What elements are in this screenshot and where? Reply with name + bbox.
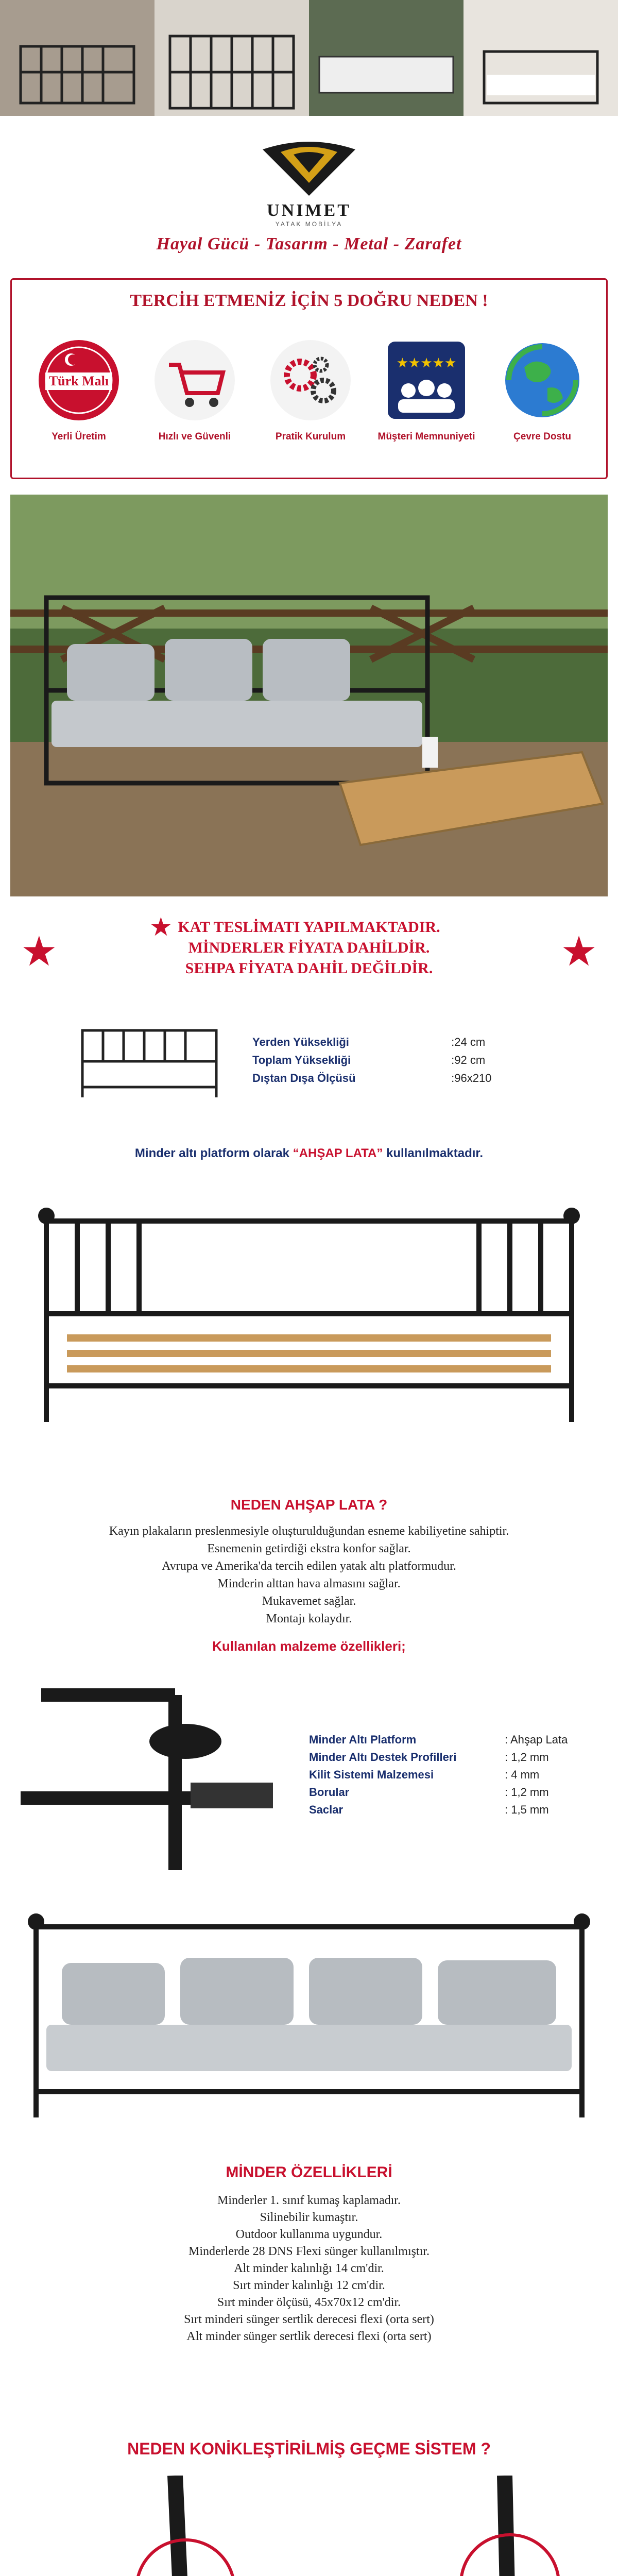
why-line: Avrupa ve Amerika'da tercih edilen yatak altı platformudur. bbox=[162, 1560, 456, 1573]
material-value: : 4 mm bbox=[505, 1768, 540, 1781]
gears-icon bbox=[267, 336, 354, 424]
turkish-made-badge-icon bbox=[35, 336, 123, 424]
material-label: Minder Altı Platform bbox=[309, 1733, 417, 1746]
product-photo bbox=[10, 495, 608, 896]
material-value: : Ahşap Lata bbox=[505, 1733, 568, 1746]
material-label: Saclar bbox=[309, 1803, 344, 1816]
spec-label: Yerden Yüksekliği bbox=[252, 1036, 349, 1048]
material-value: : 1,5 mm bbox=[505, 1803, 549, 1816]
dimension-specs bbox=[0, 1005, 618, 1123]
why-line: Mukavemet sağlar. bbox=[262, 1595, 356, 1608]
reason-item bbox=[27, 336, 130, 465]
lata-highlight: “AHŞAP LATA” bbox=[293, 1146, 383, 1160]
reason-item bbox=[491, 336, 594, 465]
frame-sketch-image bbox=[77, 1020, 221, 1103]
sofa-cushions-image bbox=[15, 1906, 603, 2123]
frame-image bbox=[15, 1180, 603, 1468]
cushion-line: Silinebilir kumaştır. bbox=[260, 2211, 358, 2224]
cushion-line: Sırt minder ölçüsü, 45x70x12 cm'dir. bbox=[217, 2296, 401, 2309]
spec-value: :92 cm bbox=[451, 1054, 486, 1066]
cushion-line: Minderlerde 28 DNS Flexi sünger kullanılmıştır. bbox=[188, 2245, 430, 2258]
materials-title: Kullanılan malzeme özellikleri; bbox=[212, 1638, 406, 1654]
material-row bbox=[309, 1801, 597, 1819]
svg-text:★★★★★: ★★★★★ bbox=[396, 355, 457, 370]
lata-note bbox=[0, 1146, 618, 1167]
badge-text: Türk Malı bbox=[48, 374, 109, 388]
spec-label: Toplam Yüksekliği bbox=[252, 1054, 351, 1066]
reason-label: Müşteri Memnuniyeti bbox=[377, 431, 475, 442]
why-lata-text bbox=[0, 1522, 618, 1628]
cushion-line: Alt minder sünger sertlik derecesi flexi (orta sert) bbox=[186, 2330, 432, 2343]
reason-label: Yerli Üretim bbox=[52, 431, 106, 442]
why-line: Minderin alttan hava almasını sağlar. bbox=[217, 1577, 401, 1590]
spec-value: :24 cm bbox=[451, 1036, 486, 1048]
spec-value: :96x210 bbox=[451, 1072, 492, 1084]
conical-joint-image-2 bbox=[319, 2476, 597, 2576]
reason-item bbox=[143, 336, 246, 465]
material-row bbox=[309, 1749, 597, 1766]
reason-label: Hızlı ve Güvenli bbox=[158, 431, 231, 442]
material-row bbox=[309, 1731, 597, 1749]
lata-prefix: Minder altı platform olarak bbox=[134, 1146, 289, 1160]
reason-label: Pratik Kurulum bbox=[275, 431, 346, 442]
brand-subtitle: YATAK MOBİLYA bbox=[275, 221, 343, 228]
material-value: : 1,2 mm bbox=[505, 1751, 549, 1764]
cushion-line: Outdoor kullanıma uygundur. bbox=[235, 2228, 383, 2241]
reason-item bbox=[259, 336, 362, 465]
lata-suffix: kullanılmaktadır. bbox=[386, 1146, 484, 1160]
reason-item bbox=[375, 336, 478, 465]
materials-table bbox=[309, 1731, 597, 1819]
brand-logo bbox=[0, 129, 618, 227]
material-label: Minder Altı Destek Profilleri bbox=[309, 1751, 457, 1764]
reasons-box bbox=[10, 278, 608, 479]
shopping-cart-icon bbox=[151, 336, 238, 424]
recycle-globe-icon bbox=[499, 336, 586, 424]
cushion-title: MİNDER ÖZELLİKLERİ bbox=[226, 2164, 392, 2181]
star-icon: ★ bbox=[560, 928, 597, 974]
bare-frame-image bbox=[15, 1180, 603, 1468]
joint-closeup-image bbox=[319, 2476, 597, 2576]
conical-system-title: NEDEN KONİKLEŞTİRİLMİŞ GEÇME SİSTEM ? bbox=[127, 2439, 491, 2458]
material-label: Kilit Sistemi Malzemesi bbox=[309, 1768, 434, 1781]
star-icon: ★ bbox=[21, 928, 58, 974]
why-line: Esnemenin getirdiği ekstra konfor sağlar. bbox=[207, 1542, 411, 1555]
material-label: Borular bbox=[309, 1786, 350, 1799]
unimet-logo-icon bbox=[242, 134, 376, 201]
joint-closeup-image bbox=[21, 2476, 299, 2576]
cushion-line: Minderler 1. sınıf kumaş kaplamadır. bbox=[217, 2194, 401, 2207]
brand-name: UNIMET bbox=[267, 201, 351, 220]
tagline: Hayal Gücü - Tasarım - Metal - Zarafet bbox=[156, 234, 462, 253]
banner-line: KAT TESLİMATI YAPILMAKTADIR. bbox=[178, 919, 440, 936]
banner-line: SEHPA FİYATA DAHİL DEĞİLDİR. bbox=[185, 960, 433, 977]
garden-sofa-image bbox=[10, 495, 608, 896]
material-closeup bbox=[21, 1664, 278, 1880]
why-line: Kayın plakaların preslenmesiyle oluşturulduğundan esneme kabiliyetine sahiptir. bbox=[109, 1524, 509, 1538]
why-line: Montajı kolaydır. bbox=[266, 1612, 352, 1625]
reasons-list bbox=[27, 336, 594, 465]
delivery-banner bbox=[0, 907, 618, 984]
sofa-with-cushions bbox=[15, 1906, 603, 2123]
material-row bbox=[309, 1784, 597, 1801]
five-stars-icon bbox=[383, 336, 470, 424]
banner-line: MİNDERLER FİYATA DAHİLDİR. bbox=[188, 939, 430, 956]
spec-label: Dıştan Dışa Ölçüsü bbox=[252, 1072, 356, 1084]
material-row bbox=[309, 1766, 597, 1784]
cushion-line: Sırt minderi sünger sertlik derecesi flexi (orta sert) bbox=[184, 2313, 434, 2326]
why-lata-title: NEDEN AHŞAP LATA ? bbox=[230, 1497, 388, 1513]
reason-label: Çevre Dostu bbox=[513, 431, 571, 442]
star-icon: ★ bbox=[149, 912, 173, 941]
reasons-title: TERCİH ETMENİZ İÇİN 5 DOĞRU NEDEN ! bbox=[130, 291, 488, 310]
cushion-line: Alt minder kalınlığı 14 cm'dir. bbox=[234, 2262, 384, 2275]
conical-joint-image-1 bbox=[21, 2476, 299, 2576]
material-value: : 1,2 mm bbox=[505, 1786, 549, 1799]
frame-closeup-image bbox=[21, 1664, 278, 1880]
hero-products-image bbox=[0, 0, 618, 124]
cushion-line: Sırt minder kalınlığı 12 cm'dir. bbox=[233, 2279, 385, 2292]
hero-strip bbox=[0, 0, 618, 124]
cushion-text bbox=[0, 2192, 618, 2345]
